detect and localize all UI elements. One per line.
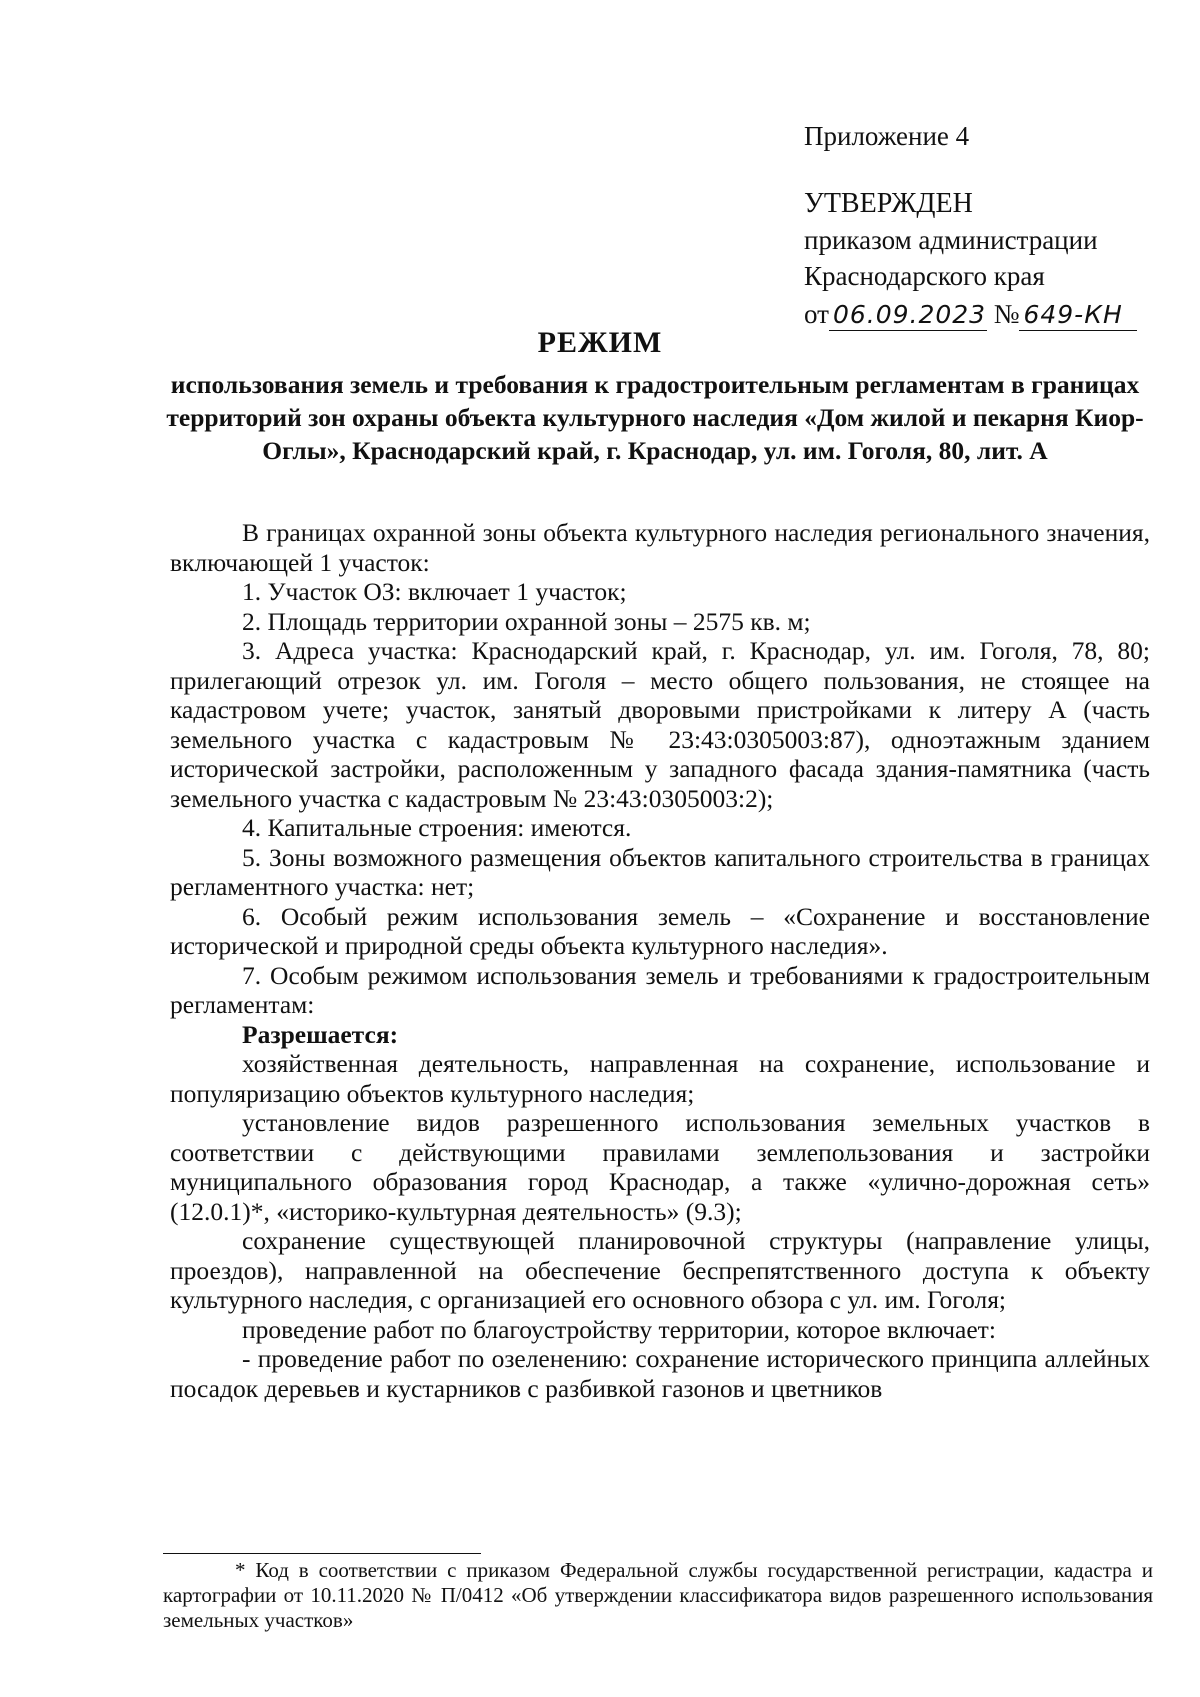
paragraph-allowed-3: сохранение существующей планировочной структуры (направление улицы, проездов), направленной на обеспечение беспрепятственного доступа к объекту культурного наследия, с организацией его основного обзора с ул. им. Гоголя; — [170, 1226, 1150, 1314]
paragraph-item-1: 1. Участок ОЗ: включает 1 участок; — [242, 577, 627, 606]
allowed-heading: Разрешается: — [242, 1019, 399, 1049]
footnote-separator — [163, 1553, 481, 1554]
paragraph-allowed-4a: - проведение работ по озеленению: сохранение исторического принципа аллейных посадок деревьев и кустарников с разбивкой газонов и цветников — [170, 1344, 1150, 1403]
paragraph-item-5: 5. Зоны возможного размещения объектов капитального строительства в границах регламентного участка: нет; — [170, 842, 1150, 901]
handwritten-number: 649-КН — [1019, 300, 1137, 331]
paragraph-intro: В границах охранной зоны объекта культурного наследия регионального значения, включающей 1 участок: — [170, 518, 1150, 577]
approval-line-1: приказом администрации — [804, 225, 1098, 255]
paragraph-item-7: 7. Особым режимом использования земель и требованиями к градостроительным регламентам: — [170, 960, 1150, 1019]
paragraph-allowed-2: установление видов разрешенного использования земельных участков в соответствии с действующими правилами землепользования и застройки муниципального образования город Краснодар, а также «улично-дорожная сеть» (12.0.1)*, «историко-культурная деятельность» (9.3); — [170, 1108, 1150, 1226]
document-subtitle: использования земель и требования к градостроительным регламентам в границах территорий зон охраны объекта культурного наследия «Дом жилой и пекарня Киор-Оглы», Краснодарский край, г. Краснодар, ул. им. Гоголя, 80, лит. А — [166, 370, 1144, 465]
paragraph-item-4: 4. Капитальные строения: имеются. — [242, 813, 632, 842]
from-label: от — [804, 299, 829, 329]
paragraph-item-6: 6. Особый режим использования земель – «Сохранение и восстановление исторической и природной среды объекта культурного наследия». — [170, 901, 1150, 960]
paragraph-item-2: 2. Площадь территории охранной зоны – 2575 кв. м; — [242, 606, 811, 636]
footnote-text: * Код в соответствии с приказом Федеральной службы государственной регистрации, кадастра и картографии от 10.11.2020 № П/0412 «Об утверждении классификатора видов разрешенного использования земельных участков» — [163, 1558, 1153, 1632]
footnote — [163, 1558, 1153, 1633]
paragraph-allowed-1: хозяйственная деятельность, направленная на сохранение, использование и популяризацию объектов культурного наследия; — [170, 1049, 1150, 1108]
document-body — [170, 518, 1150, 1403]
handwritten-date: 06.09.2023 — [829, 300, 987, 331]
approved-label: УТВЕРЖДЕН — [804, 188, 973, 219]
document-title: РЕЖИМ — [537, 326, 663, 359]
approval-block — [804, 118, 1137, 332]
paragraph-allowed-4: проведение работ по благоустройству территории, которое включает: — [242, 1314, 996, 1344]
annex-label: Приложение 4 — [804, 121, 970, 151]
paragraph-item-3: 3. Адреса участка: Краснодарский край, г. Краснодар, ул. им. Гоголя, 78, 80; прилегающий отрезок ул. им. Гоголя – место общего пользования, не стоящее на кадастровом учете; участок, занятый дворовыми пристройками к литеру А (часть земельного участка с кадастровым № 23:43:0305003:87), одноэтажным зданием исторической застройки, расположенным у западного фасада здания-памятника (часть земельного участка с кадастровым № 23:43:0305003:2); — [170, 636, 1150, 813]
number-label: № — [993, 299, 1020, 329]
approval-line-2: Краснодарского края — [804, 261, 1045, 291]
